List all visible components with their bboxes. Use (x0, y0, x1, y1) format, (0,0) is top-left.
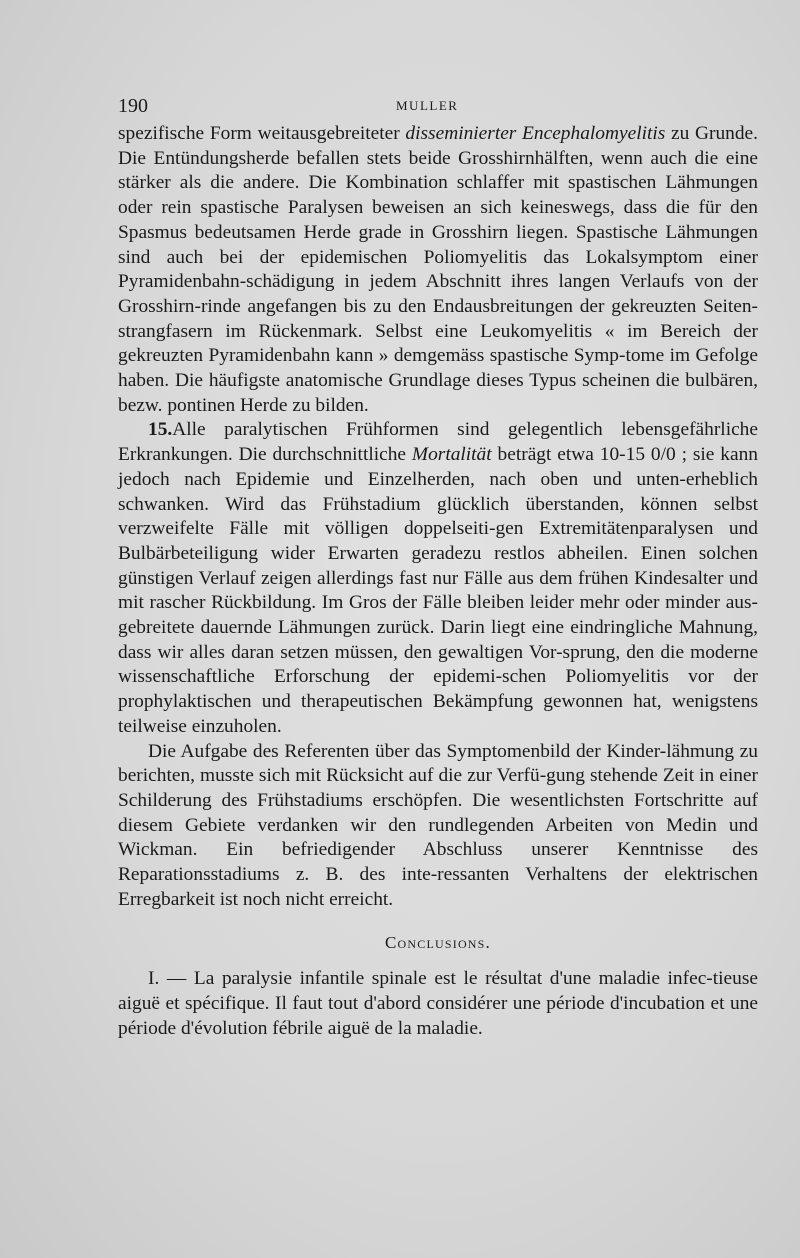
paragraph-2-italic-term: Mortalität (411, 444, 492, 466)
paragraph-2-text-a: Alle paralytischen Frühformen sind gelegentlich lebensgefährliche Erkrankungen. Die durchschnittliche (118, 419, 758, 466)
body-text (118, 122, 758, 1041)
paragraph-2-number: 15. (148, 419, 173, 441)
paragraph-1-text-a: spezifische Form weitausgebreiteter (118, 123, 406, 144)
section-title: Conclusions. (385, 932, 491, 952)
paragraph-1-italic-term: disseminierter Encephalomyelitis (405, 123, 666, 144)
paragraph-1-text-b: zu Grunde. Die Entündungsherde befallen stets beide Grosshirnhälften, wenn auch die eine stärker als die andere. Die Kombination schlaffer mit spastischen Lähmungen oder rein spastische Paralysen beweisen an sich keineswegs, dass die für den Spasmus bedeutsamen Herde grade in Grosshirn liegen. Spastische Lähmungen sind auch bei der epidemischen Poliomyelitis das Lokalsymptom einer Pyramidenbahn-schädigung in jedem Abschnitt ihres langen Verlaufs von der Grosshirn-rinde angefangen bis zu den Endausbreitungen der gekreuzten Seiten-strangfasern im Rückenmark. Selbst eine Leukomyelitis « im Bereich der gekreuzten Pyramidenbahn kann » demgemäss spastische Symp-tome im Gefolge haben. Die häufigste anatomische Grundlage dieses Typus scheinen die bulbären, bezw. pontinen Herde zu bilden. (118, 123, 759, 416)
paragraph-1 (118, 122, 758, 418)
page-header (118, 95, 758, 121)
running-head: MULLER (396, 98, 459, 113)
conclusion-1: I. — La paralysie infantile spinale est le résultat d'une maladie infec-tieuse aiguë et spécifique. Il faut tout d'abord considérer une période d'incubation et une période d'évolution fébrile aiguë de la maladie. (118, 968, 758, 1039)
paragraph-2 (118, 418, 758, 739)
paragraph-2-text-b: beträgt etwa 10-15 0/0 ; sie kann jedoch nach Epidemie und Einzelherden, nach oben und unten-erheblich schwanken. Wird das Frühstadium glücklich überstanden, können selbst verzweifelte Fälle mit völligen doppelseiti-gen Extremitätenparalysen und Bulbärbeteiligung wider Erwarten geradezu restlos abheilen. Einen solchen günstigen Verlauf zeigen allerdings fast nur Fälle aus dem frühen Kindesalter und mit rascher Rückbildung. Im Gros der Fälle bleiben leider mehr oder minder aus-gebreitete dauernde Lähmungen zurück. Darin liegt eine eindringliche Mahnung, dass wir alles daran setzen müssen, den gewaltigen Vor-sprung, den die moderne wissenschaftliche Erforschung der epidemi-schen Poliomyelitis vor der prophylaktischen und therapeutischen Bekämpfung gewonnen hat, wenigstens teilweise einzuholen. (118, 444, 759, 737)
paragraph-3: Die Aufgabe des Referenten über das Symptomenbild der Kinder-lähmung zu berichten, musste sich mit Rücksicht auf die zur Verfü-gung stehende Zeit in einer Schilderung des Frühstadiums erschöpfen. Die wesentlichsten Fortschritte auf diesem Gebiete verdanken wir den rundlegenden Arbeiten von Medin und Wickman. Ein befriedigender Abschluss unserer Kenntnisse des Reparationsstadiums z. B. des inte-ressanten Verhaltens der elektrischen Erregbarkeit ist noch nicht erreicht. (118, 740, 758, 910)
page-number: 190 (118, 95, 148, 117)
